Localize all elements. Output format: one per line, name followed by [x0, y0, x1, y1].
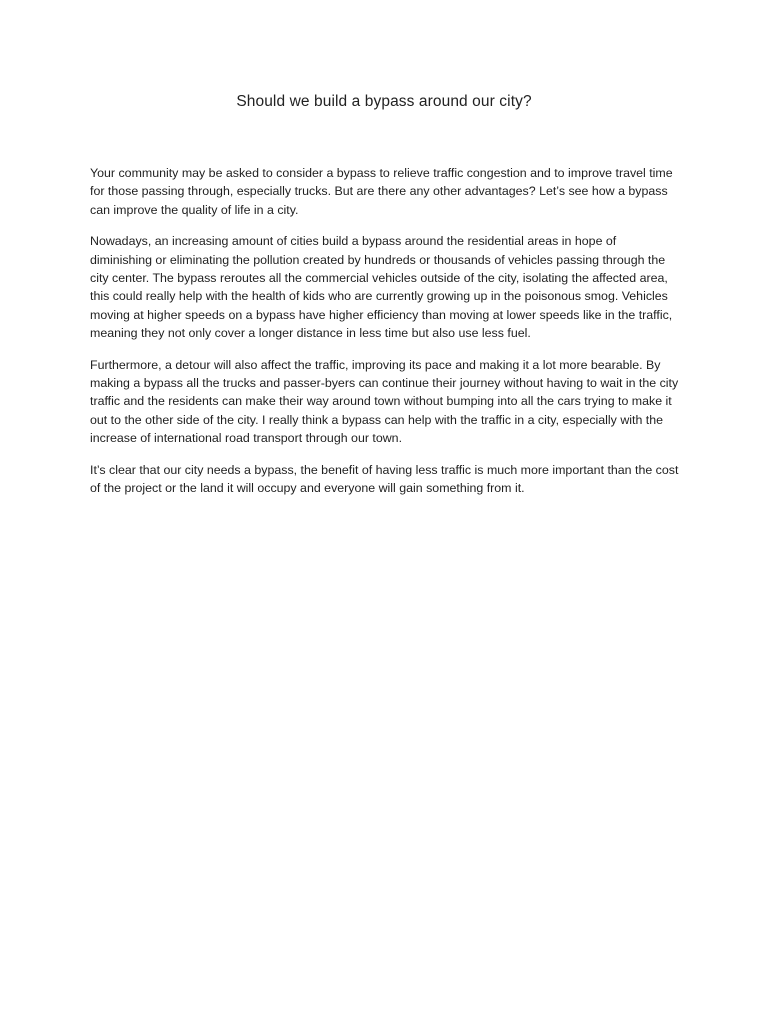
paragraph-traffic: Furthermore, a detour will also affect the traffic, improving its pace and making it a lot more bearable. By making a bypass all the trucks and passer-byers can continue their journey without having to wait in the city traffic and the residents can make their way around town without bumping into all the cars trying to make it out to the other side of the city. I really think a bypass can help with the traffic in a city, especially with the increase of international road transport through our town. [90, 357, 679, 446]
paragraph-pollution: Nowadays, an increasing amount of cities build a bypass around the residential areas in hope of diminishing or eliminating the pollution created by hundreds or thousands of vehicles passing through the city center. The bypass reroutes all the commercial vehicles outside of the city, isolating the affected area, this could really help with the health of kids who are currently growing up in the poisonous smog. Vehicles moving at higher speeds on a bypass have higher efficiency than moving at lower speeds like in the traffic, meaning they not only cover a longer distance in less time but also use less fuel. [90, 234, 673, 341]
paragraph-conclusion: It’s clear that our city needs a bypass, the benefit of having less traffic is much more important than the cost of the project or the land it will occupy and everyone will gain something from it. [90, 462, 679, 496]
paragraph-intro: Your community may be asked to consider a bypass to relieve traffic congestion and to improve travel time for those passing through, especially trucks. But are there any other advantages? Let’s see how a bypass can improve the quality of life in a city. [90, 166, 673, 217]
document-title: Should we build a bypass around our city? [236, 93, 532, 110]
document-body [90, 164, 680, 511]
